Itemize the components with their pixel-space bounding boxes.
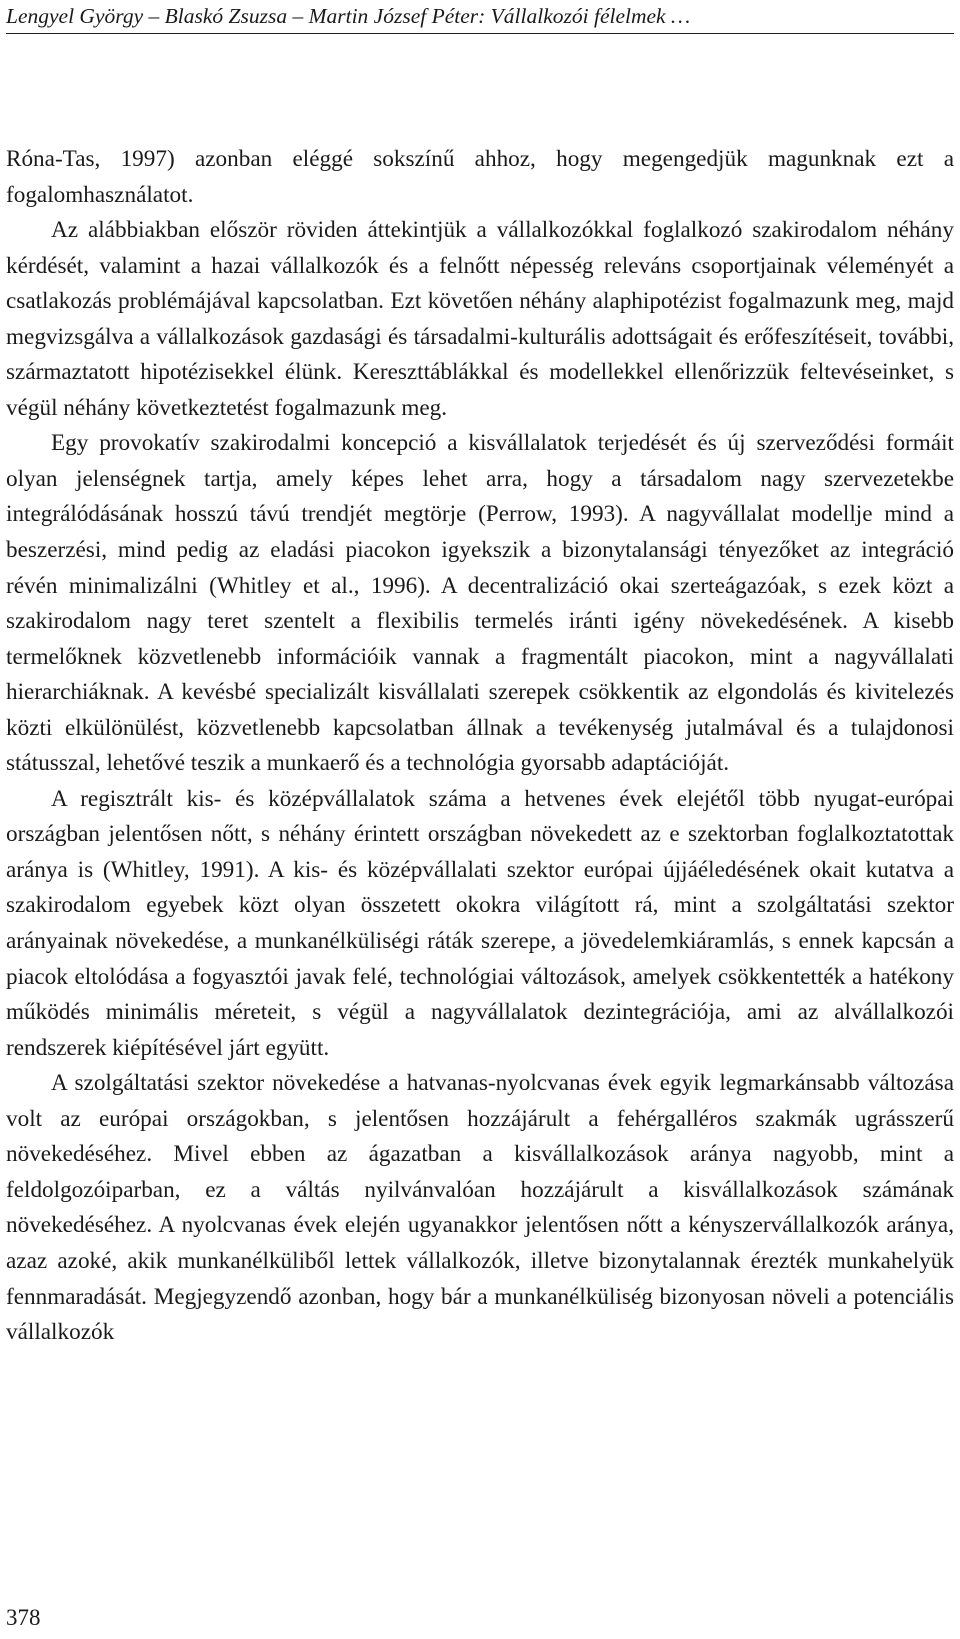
paragraph-continuation: Róna-Tas, 1997) azonban eléggé sokszínű ahhoz, hogy megengedjük magunknak ezt a fogalomhasználatot. [6,146,954,208]
paragraph: Egy provokatív szakirodalmi koncepció a kisvállalatok terjedését és új szerveződési formáit olyan jelenségnek tartja, amely képes lehet arra, hogy a társadalom nagy szervezetekbe integrálódásának hosszú távú trendjét megtörje (Perrow, 1993). A nagyvállalat modellje mind a beszerzési, mind pedig az eladási piacokon igyekszik a bizonytalansági tényezőket az integráció révén minimalizálni (Whitley et al., 1996). A decentralizáció okai szerteágazóak, s ezek közt a szakirodalom nagy teret szentelt a flexibilis termelés iránti igény növekedésének. A kisebb termelőknek közvetlenebb információik vannak a fragmentált piacokon, mint a nagyvállalati hierarchiáknak. A kevésbé specializált kisvállalati szerepek csökkentik az elgondolás és kivitelezés közti elkülönülést, közvetlenebb kapcsolatban állnak a tevékenység jutalmával és a tulajdonosi státusszal, lehetővé teszik a munkaerő és a technológia gyorsabb adaptációját. [6,430,954,777]
paragraph: A regisztrált kis- és középvállalatok száma a hetvenes évek elejétől több nyugat-európai országban jelentősen nőtt, s néhány érintett országban növekedett az e szektorban foglalkoztatottak aránya is (Whitley, 1991). A kis- és középvállalati szektor európai újjáéledésének okait kutatva a szakirodalom egyebek közt olyan összetett okokra világított rá, mint a szolgáltatási szektor arányainak növekedése, a munkanélküliségi ráták szerepe, a jövedelemkiáramlás, s ennek kapcsán a piacok eltolódása a fogyasztói javak felé, technológiai változások, amelyek csökkentették a hatékony működés minimális méreteit, s végül a nagyvállalatok dezintegrációja, ami az alvállalkozói rendszerek kiépítésével járt együtt. [6,785,954,1061]
header-rule [6,33,954,34]
paragraph: Az alábbiakban először röviden áttekintjük a vállalkozókkal foglalkozó szakirodalom néhány kérdését, valamint a hazai vállalkozók és a felnőtt népesség releváns csoportjainak véleményét a csatlakozás problémájával kapcsolatban. Ezt követően néhány alaphipotézist fogalmazunk meg, majd megvizsgálva a vállalkozások gazdasági és társadalmi-kulturális adottságait és erőfeszítéseit, további, származtatott hipotézisekkel élünk. Kereszttáblákkal és modellekkel ellenőrizzük feltevéseinket, s végül néhány következtetést fogalmazunk meg. [6,217,954,421]
paragraph: A szolgáltatási szektor növekedése a hatvanas-nyolcvanas évek egyik legmarkánsabb változása volt az európai országokban, s jelentősen hozzájárult a fehérgalléros szakmák ugrásszerű növekedéséhez. Mivel ebben az ágazatban a kisvállalkozások aránya nagyobb, mint a feldolgozóiparban, ez a váltás nyilvánvalóan hozzájárult a kisvállalkozások számának növekedéséhez. A nyolcvanas évek elején ugyanakkor jelentősen nőtt a kényszervállalkozók aránya, azaz azoké, akik munkanélküliből lettek vállalkozók, illetve bizonytalannak érezték munkahelyük fennmaradását. Megjegyzendő azonban, hogy bár a munkanélküliség bizonyosan növeli a potenciális vállalkozók [6,1070,954,1346]
running-header: Lengyel György – Blaskó Zsuzsa – Martin József Péter: Vállalkozói félelmek … [6,4,691,28]
page-number: 378 [6,1605,41,1630]
body-text [6,142,954,1351]
